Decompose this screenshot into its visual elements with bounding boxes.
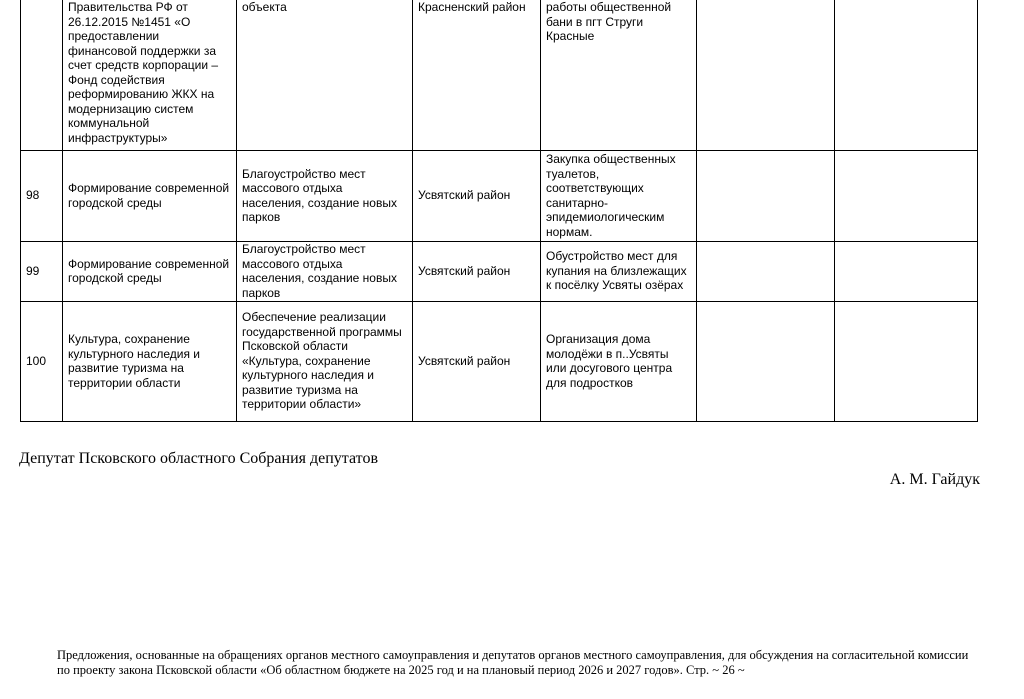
extra-cell-2 [835, 301, 978, 421]
district-cell: Красненский район [413, 0, 541, 150]
row-number [21, 0, 63, 150]
district-cell: Усвятский район [413, 150, 541, 241]
object-cell: Организация дома молодёжи в п..Усвяты или досугового центра для подростков [541, 301, 697, 421]
direction-cell: Формирование современной городской среды [63, 241, 237, 301]
extra-cell-2 [835, 150, 978, 241]
measure-cell: Обеспечение реализации государственной программы Псковской области «Культура, сохранение культурного наследия и развитие туризма на территории области» [237, 301, 413, 421]
extra-cell-1 [697, 150, 835, 241]
table-row [21, 150, 978, 241]
object-cell: Обустройство мест для купания на близлежащих к посёлку Усвяты озёрах [541, 241, 697, 301]
table-row [21, 0, 978, 150]
extra-cell-1 [697, 301, 835, 421]
direction-cell: Культура, сохранение культурного наследия и развитие туризма на территории области [63, 301, 237, 421]
row-number: 99 [21, 241, 63, 301]
proposals-table [20, 0, 978, 422]
row-number: 100 [21, 301, 63, 421]
table-row [21, 241, 978, 301]
measure-cell: Благоустройство мест массового отдыха населения, создание новых парков [237, 150, 413, 241]
direction-cell: Формирование современной городской среды [63, 150, 237, 241]
object-cell: Закупка общественных туалетов, соответствующих санитарно-эпидемиологическим нормам. [541, 150, 697, 241]
direction-cell: Правительства РФ от 26.12.2015 №1451 «О предоставлении финансовой поддержки за счет средств корпорации – Фонд содействия реформированию ЖКХ на модернизацию систем коммунальной инфраструктуры» [63, 0, 237, 150]
signatory-name: А. М. Гайдук [889, 471, 980, 488]
district-cell: Усвятский район [413, 301, 541, 421]
measure-cell: объекта [237, 0, 413, 150]
extra-cell-2 [835, 0, 978, 150]
object-cell: работы общественной бани в пгт Струги Красные [541, 0, 697, 150]
table-row [21, 301, 978, 421]
district-cell: Усвятский район [413, 241, 541, 301]
measure-cell: Благоустройство мест массового отдыха населения, создание новых парков [237, 241, 413, 301]
signatory-position: Депутат Псковского областного Собрания депутатов [19, 450, 379, 467]
extra-cell-2 [835, 241, 978, 301]
page-footer: Предложения, основанные на обращениях органов местного самоуправления и депутатов органов местного самоуправления, для обсуждения на согласительной комиссии по проекту закона Псковской области «Об областном бюджете на 2025 год и на плановый период 2026 и 2027 годов». Стр. ~ 26 ~ [57, 648, 969, 677]
extra-cell-1 [697, 0, 835, 150]
row-number: 98 [21, 150, 63, 241]
extra-cell-1 [697, 241, 835, 301]
